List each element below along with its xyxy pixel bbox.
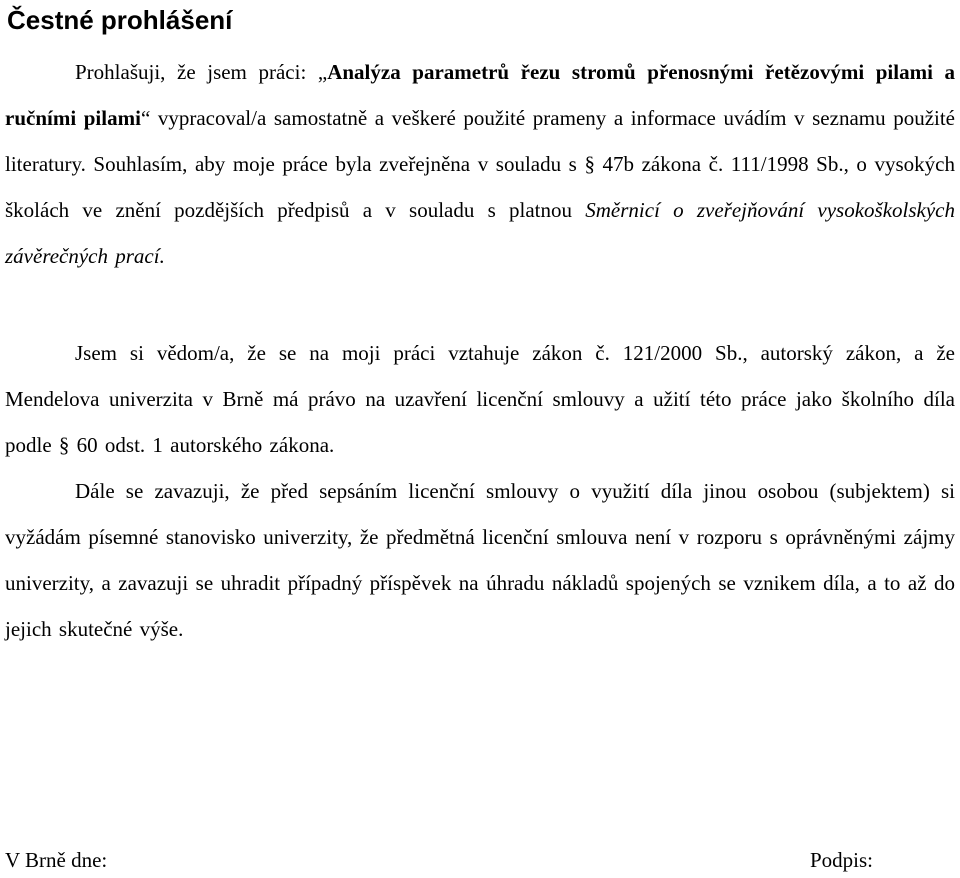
declaration-paragraph-authorship (5, 49, 955, 279)
paragraph-text: Dále se zavazuji, že před sepsáním licenční smlouvy o využití díla jinou osobou (subjektem) si vyžádám písemné stanovisko univerzity, že předmětná licenční smlouva není v rozporu s oprávněnými zájmy univerzity, a zavazuji se uhradit případný příspěvek na úhradu nákladů spojených se vznikem díla, a to až do jejich skutečné výše. (5, 479, 955, 641)
signature-label: Podpis: (809, 848, 873, 872)
paragraph-text: Jsem si vědom/a, že se na moji práci vztahuje zákon č. 121/2000 Sb., autorský zákon, a že Mendelova univerzita v Brně má právo na uzavření licenční smlouvy a užití této práce jako školního díla podle § 60 odst. 1 autorského zákona. (5, 341, 955, 457)
paragraph-body: “ vypracoval/a samostatně a veškeré použité prameny a informace uvádím v seznamu použité literatury. Souhlasím, aby moje práce byla zveřejněna v souladu s § 47b zákona č. 111/1998 Sb., o vysokých školách ve znění pozdějších předpisů a v souladu s platnou (5, 106, 956, 222)
place-date-label: V Brně dne: (5, 848, 108, 872)
thesis-title: Analýza parametrů řezu stromů přenosnými řetězovými pilami a ručními pilami (5, 60, 955, 130)
page-title: Čestné prohlášení (7, 5, 233, 35)
directive-title: Směrnicí o zveřejňování vysokoškolských závěrečných prací. (5, 198, 955, 268)
paragraph-intro: Prohlašuji, že jsem práci: „ (75, 60, 328, 84)
declaration-paragraph-license (5, 468, 955, 652)
declaration-paragraph-copyright (5, 330, 955, 468)
